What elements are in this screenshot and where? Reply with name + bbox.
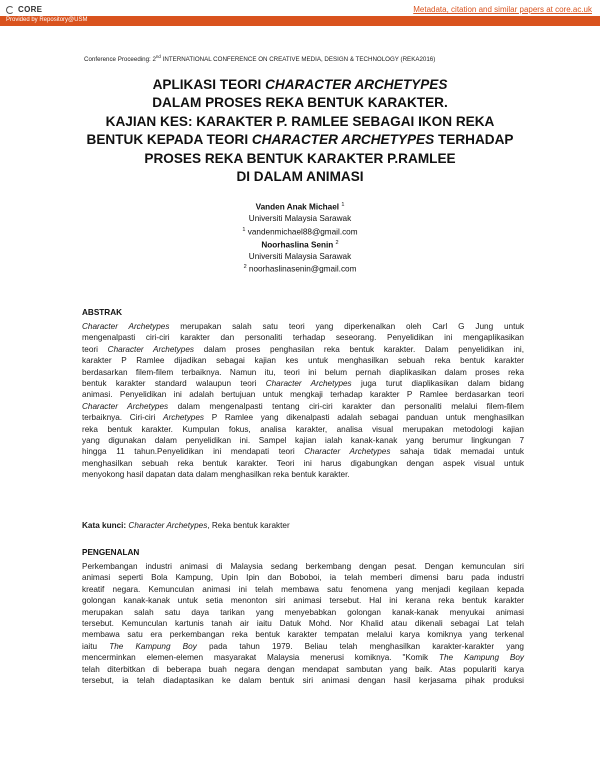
intro-line: golongan kanak-kanak untuk setia menonton siri animasi tersebut. Hal ini kerana reka bentuk karakter bbox=[82, 596, 524, 606]
title-text: TERHADAP bbox=[434, 132, 514, 148]
abstract-line: yang digunakan dalam penyelidikan ini. Sampel kajian ialah kanak-kanak yang berumur lingkungan 7 bbox=[82, 436, 524, 446]
title-italic: CHARACTER ARCHETYPES bbox=[265, 77, 448, 92]
intro-line: kreatif negara. Kemunculan animasi ini telah membawa satu fenomena yang menjadi kegilaan kepada bbox=[82, 584, 524, 594]
core-logo-icon bbox=[6, 4, 16, 14]
core-logo[interactable] bbox=[6, 4, 42, 14]
abstract-heading: ABSTRAK bbox=[82, 308, 123, 317]
email-sup: 2 bbox=[243, 264, 247, 271]
keywords-line bbox=[82, 521, 290, 530]
author-1-affiliation: Universiti Malaysia Sarawak bbox=[248, 214, 352, 224]
title-text: APLIKASI TEORI bbox=[152, 77, 266, 92]
conference-ordinal: nd bbox=[155, 54, 161, 59]
text: juga turut diaplikasikan dalam bidang bbox=[351, 379, 524, 389]
title-italic: CHARACTER ARCHETYPES bbox=[251, 132, 435, 148]
author-1-email bbox=[150, 225, 450, 238]
intro-line: animasi seperti Bola Kampung, Upin Ipin dan Boboboi, ia telah memberi dimensi baru pada industri bbox=[82, 573, 524, 583]
paper-title bbox=[60, 76, 540, 186]
author-name: Vanden Anak Michael bbox=[255, 202, 342, 212]
text: sahaja tidak memadai untuk bbox=[390, 447, 524, 457]
abstract-line bbox=[82, 401, 524, 412]
text: iaitu bbox=[82, 641, 110, 651]
email-sup: 1 bbox=[242, 226, 246, 233]
title-line-6: DI DALAM ANIMASI bbox=[236, 169, 364, 185]
text: dalam proses penghasilan reka bentuk karakter. Dalam penyelidikan ini, bbox=[193, 344, 525, 354]
intro-line: membawa satu era perkembangan reka bentuk karakter tempatan melalui karya komiknya yang terkenal bbox=[82, 630, 524, 640]
italic-term: Archetypes bbox=[163, 413, 204, 423]
italic-term: The Kampung Boy bbox=[439, 653, 524, 663]
keyword-italic: Character Archetypes bbox=[126, 521, 208, 530]
intro-line: tersebut, ia telah diadaptasikan ke dalam bentuk siri animasi dengan hasil kerjasama pihak produksi bbox=[82, 676, 524, 686]
text: hingga 11 tahun.Penyelidikan ini mendapati teori bbox=[82, 447, 305, 457]
intro-body bbox=[82, 561, 524, 686]
provided-by-banner bbox=[0, 16, 600, 26]
italic-term: The Kampung Boy bbox=[109, 641, 197, 651]
title-line-4 bbox=[60, 131, 540, 149]
keywords-label: Kata kunci: bbox=[82, 521, 127, 530]
text: terbaiknya. Ciri-ciri bbox=[82, 413, 164, 423]
abstract-line: berdasarkan filem-filem terbaiknya. Namun itu, teori ini belum pernah diaplikasikan dalam proses reka bbox=[82, 367, 524, 377]
text: teori bbox=[82, 344, 108, 354]
author-2-name bbox=[150, 238, 450, 251]
abstract-line: animasi. Penyelidikan ini adalah bertujuan untuk mengkaji terhadap karakter P Ramlee berdasarkan teori bbox=[82, 390, 524, 400]
title-line-2: DALAM PROSES REKA BENTUK KARAKTER. bbox=[152, 95, 448, 111]
author-block bbox=[150, 200, 450, 275]
author-sup: 2 bbox=[335, 239, 339, 246]
text: dalam mengenalpasti tentang ciri-ciri karakter dan personaliti melalui filem-filem bbox=[168, 401, 524, 411]
core-header-bar bbox=[0, 0, 600, 26]
intro-line: tersebut. Kemunculan kartunis tanah air iaitu Datuk Mohd. Nor Khalid atau dikenali sebagai Lat telah bbox=[82, 619, 524, 629]
abstract-line bbox=[82, 344, 524, 355]
title-line-3: KAJIAN KES: KARAKTER P. RAMLEE SEBAGAI IKON REKA bbox=[105, 113, 495, 129]
email-text[interactable]: noorhaslinasenin@gmail.com bbox=[246, 264, 357, 274]
italic-term: Character Archetypes bbox=[304, 447, 391, 457]
title-line-5: PROSES REKA BENTUK KARAKTER P.RAMLEE bbox=[144, 150, 456, 166]
intro-line bbox=[82, 652, 524, 663]
abstract-line bbox=[82, 446, 524, 457]
intro-line: merupakan salah satu daya tarikan yang menyebabkan golongan kanak-kanak menyukai animasi bbox=[82, 607, 524, 617]
abstract-line: karakter P Ramlee dijadikan sebagai kajian kes untuk menghasilkan sebuah reka bentuk karakter bbox=[82, 356, 524, 366]
author-name: Noorhaslina Senin bbox=[261, 240, 336, 250]
core-metadata-link[interactable]: Metadata, citation and similar papers at core.ac.uk bbox=[413, 5, 592, 14]
keyword-text: , Reka bentuk karakter bbox=[207, 521, 290, 530]
author-1-name bbox=[150, 200, 450, 213]
text: merupakan salah satu teori yang diperkenalkan oleh Carl G Jung untuk bbox=[169, 322, 524, 331]
text: mencerminkan elemen-elemen masyarakat Malaysia menerusi komiknya. "Komik bbox=[82, 653, 439, 663]
abstract-body bbox=[82, 321, 524, 481]
italic-term: Character Archetypes bbox=[82, 322, 170, 331]
title-line-1 bbox=[60, 76, 540, 94]
abstract-line: reka bentuk karakter. Kumpulan fokus, analisa karakter, analisa visual merupakan metodologi kajian bbox=[82, 424, 524, 434]
text: bentuk karakter standard walaupun teori bbox=[82, 379, 266, 389]
provided-by-text[interactable]: Provided by Repository@USM bbox=[6, 17, 88, 23]
conference-name: INTERNATIONAL CONFERENCE ON CREATIVE MEDIA, DESIGN & TECHNOLOGY (REKA2016) bbox=[160, 56, 436, 64]
intro-line: telah diterbitkan di beberapa buah negara dengan mendapat sambutan yang baik. Atas populariti karya bbox=[82, 664, 524, 674]
intro-heading: PENGENALAN bbox=[82, 548, 140, 557]
core-logo-text: CORE bbox=[18, 4, 43, 14]
text: pada tahun 1979. Beliau telah menghasilkan karakter-karakter yang bbox=[196, 641, 524, 651]
italic-term: Character Archetypes bbox=[107, 344, 194, 354]
abstract-line: menghasilkan sebuah reka bentuk karakter. Teori ini harus digabungkan dengan aspek visual untuk bbox=[82, 458, 524, 468]
author-2-affiliation: Universiti Malaysia Sarawak bbox=[248, 251, 352, 261]
intro-line bbox=[82, 641, 524, 652]
abstract-line bbox=[82, 321, 524, 332]
author-2-email bbox=[150, 262, 450, 275]
abstract-line bbox=[82, 412, 524, 423]
title-text: BENTUK KEPADA TEORI bbox=[86, 132, 252, 148]
text: P Ramlee yang dikenalpasti adalah sebagai panduan untuk menghasilkan bbox=[204, 413, 525, 423]
conference-line bbox=[84, 54, 435, 63]
italic-term: Character Archetypes bbox=[82, 401, 169, 411]
conference-prefix: Conference Proceeding: 2 bbox=[84, 56, 156, 64]
intro-line: Perkembangan industri animasi di Malaysia sedang berkembang dengan pesat. Dengan kemunculan siri bbox=[82, 562, 524, 571]
abstract-line: mengenalpasti ciri-ciri karakter dan personaliti terhadap seseorang. Penyelidikan ini mengaplikasikan bbox=[82, 333, 524, 343]
author-sup: 1 bbox=[341, 202, 345, 208]
italic-term: Character Archetypes bbox=[265, 379, 352, 389]
email-text[interactable]: vandenmichael88@gmail.com bbox=[245, 227, 358, 237]
abstract-line: menyokong hasil dapatan data dalam menghasilkan reka bentuk karakter. bbox=[82, 470, 350, 480]
abstract-line bbox=[82, 378, 524, 389]
